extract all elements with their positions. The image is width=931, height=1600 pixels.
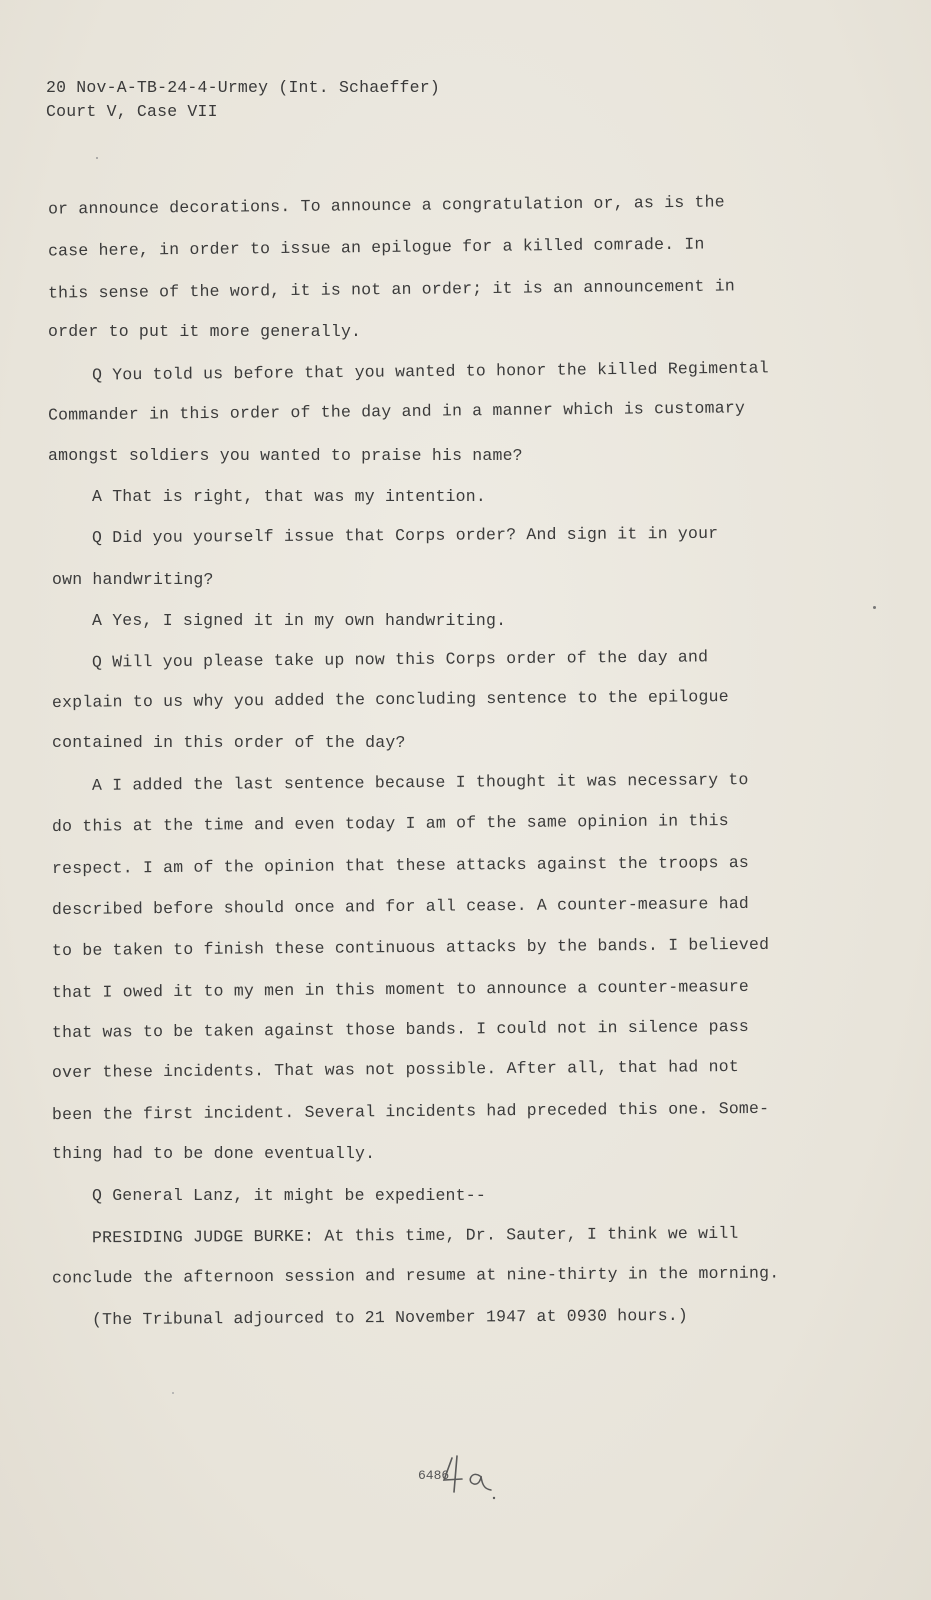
- transcript-line: that I owed it to my men in this moment to announce a counter-measure: [51, 976, 750, 1003]
- handwritten-page-mark-icon: [436, 1452, 506, 1502]
- transcript-answer: A That is right, that was my intention.: [92, 487, 486, 506]
- presiding-judge-statement: PRESIDING JUDGE BURKE: At this time, Dr. Sauter, I think we will: [91, 1223, 739, 1248]
- transcript-line: conclude the afternoon session and resume at nine-thirty in the morning.: [51, 1263, 780, 1288]
- page-number: 6486: [418, 1468, 450, 1483]
- transcript-line: that was to be taken against those bands. I could not in silence pass: [51, 1016, 750, 1043]
- transcript-question: Q Will you please take up now this Corps order of the day and: [91, 647, 709, 672]
- paper-speck: [96, 157, 98, 159]
- transcript-question: Q You told us before that you wanted to honor the killed Regimental: [91, 358, 769, 385]
- transcript-line: described before should once and for all cease. A counter-measure had: [51, 893, 750, 920]
- transcript-line: order to put it more generally.: [48, 322, 362, 341]
- transcript-answer: A I added the last sentence because I thought it was necessary to: [91, 770, 749, 795]
- transcript-question: Q Did you yourself issue that Corps order? And sign it in your: [91, 523, 719, 548]
- transcript-question: Q General Lanz, it might be expedient--: [92, 1186, 486, 1205]
- transcript-line: own handwriting?: [52, 570, 214, 589]
- transcript-line: this sense of the word, it is not an order; it is an announcement in: [47, 276, 736, 303]
- transcript-answer: A Yes, I signed it in my own handwriting.: [92, 611, 507, 630]
- transcript-line: explain to us why you added the concluding sentence to the epilogue: [51, 687, 729, 712]
- transcript-line: over these incidents. That was not possible. After all, that had not: [51, 1057, 739, 1082]
- transcript-line: contained in this order of the day?: [52, 733, 406, 752]
- transcript-line: or announce decorations. To announce a congratulation or, as is the: [47, 192, 725, 219]
- transcript-line: Commander in this order of the day and in a manner which is customary: [47, 398, 746, 425]
- transcript-line: case here, in order to issue an epilogue for a killed comrade. In: [47, 234, 705, 261]
- header-court-line: Court V, Case VII: [46, 102, 218, 121]
- transcript-line: thing had to be done eventually.: [52, 1144, 376, 1163]
- paper-speck: [172, 1392, 174, 1394]
- adjournment-note: (The Tribunal adjourced to 21 November 1947 at 0930 hours.): [91, 1305, 689, 1330]
- transcript-line: been the first incident. Several incidents had preceded this one. Some-: [51, 1098, 770, 1125]
- paper-speck: [873, 606, 876, 609]
- transcript-line: respect. I am of the opinion that these attacks against the troops as: [51, 852, 750, 879]
- transcript-line: amongst soldiers you wanted to praise his name?: [48, 446, 523, 465]
- header-docket-line: 20 Nov-A-TB-24-4-Urmey (Int. Schaeffer): [46, 78, 440, 97]
- transcript-line: do this at the time and even today I am of the same opinion in this: [51, 811, 729, 836]
- transcript-line: to be taken to finish these continuous attacks by the bands. I believed: [51, 934, 770, 961]
